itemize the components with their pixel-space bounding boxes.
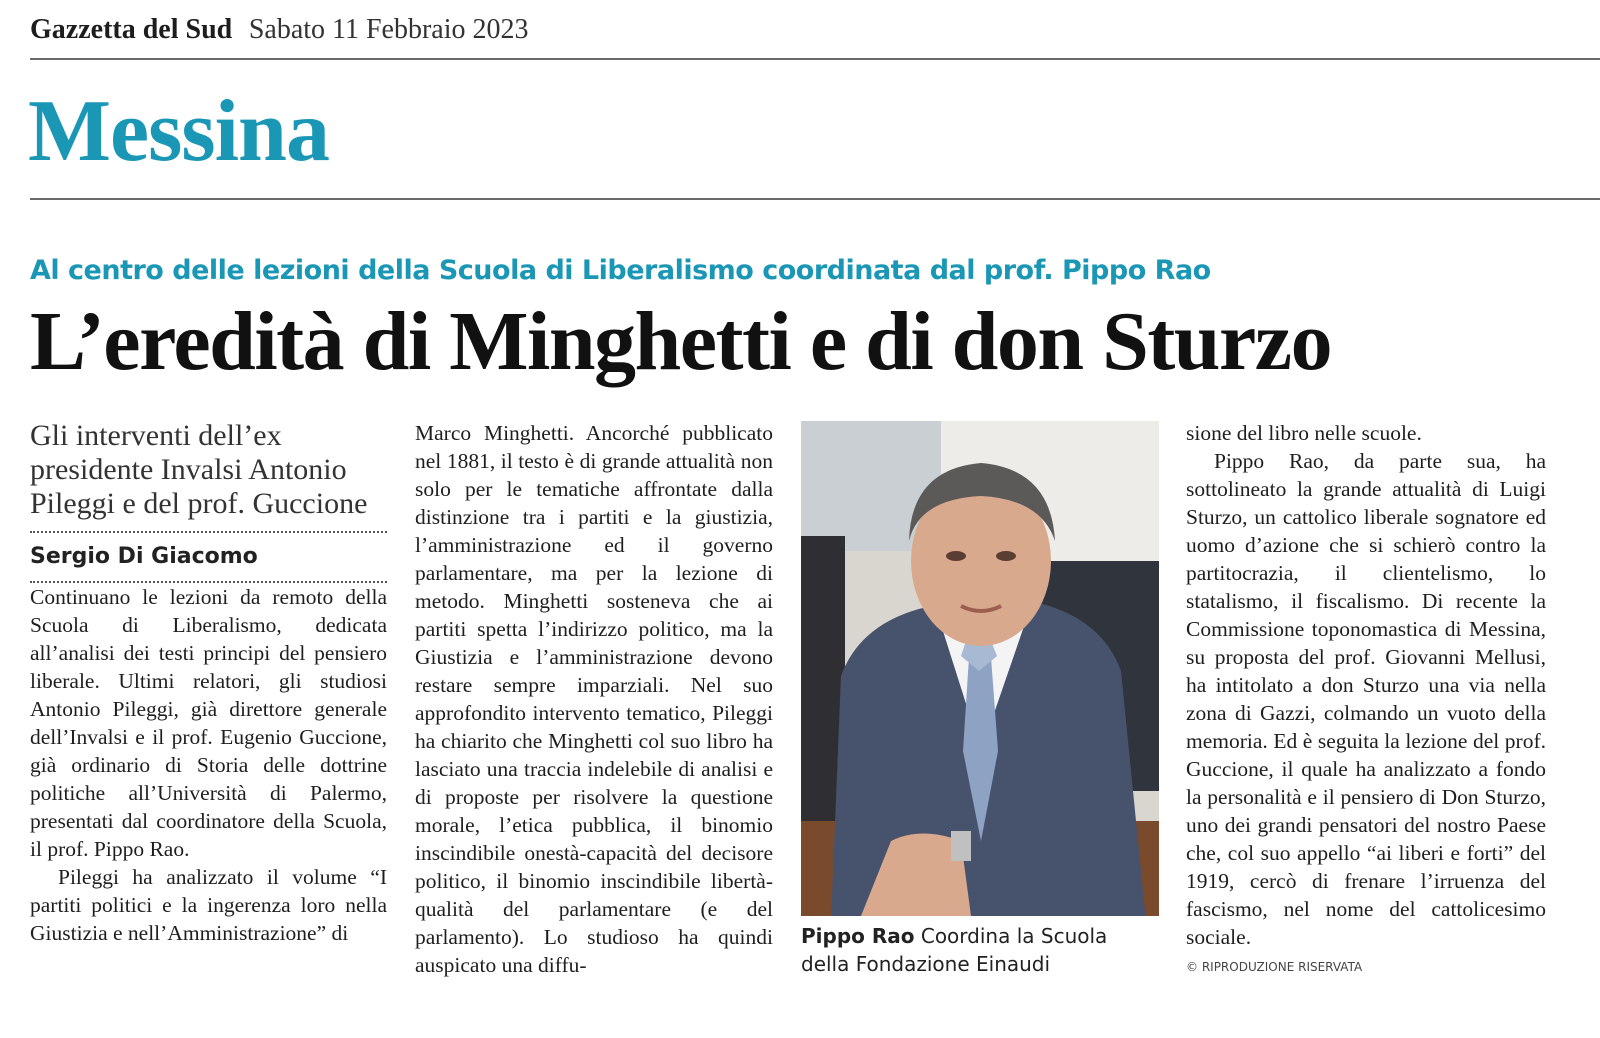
article-subhead: Gli interventi dell’ex presidente Invalsi Antonio Pileggi e del prof. Guccione [30,419,368,520]
copyright-notice: © RIPRODUZIONE RISERVATA [1186,960,1363,974]
caption-text: Coordina la Scuola della Fondazione Einaudi [801,924,1108,976]
article-headline: L’eredità di Minghetti e di don Sturzo [30,295,1332,388]
newspaper-name: Gazzetta del Sud [30,14,233,45]
section-title: Messina [28,83,329,180]
photo-caption [801,922,1161,978]
portrait-photo [801,421,1159,916]
article-kicker: Al centro delle lezioni della Scuola di Liberalismo coordinata dal prof. Pippo Rao [30,255,1211,286]
article-column-2 [415,419,773,979]
issue-date: Sabato 11 Febbraio 2023 [248,14,529,45]
body-paragraph: Pileggi ha analizzato il volume “I partiti politici e la ingerenza loro nella Giustizia e nell’Amministrazione” di [30,865,387,945]
top-rule [30,58,1600,60]
author-byline: Sergio Di Giacomo [30,544,258,569]
article-column-1 [30,419,387,947]
body-paragraph: sione del libro nelle scuole. [1186,421,1422,445]
section-rule [30,198,1600,200]
body-paragraph: Marco Minghetti. Ancorché pubblicato nel 1881, il testo è di grande attualità non solo per le tematiche affrontate dalla distinzione tra i partiti e la giustizia, l’amministrazione ed il governo parlamentare, ma per la lezione di metodo. Minghetti sosteneva che ai partiti spetta l’indirizzo politico, ma la Giustizia e l’amministrazione devono restare sempre imparziali. Nel suo approfondito intervento tematico, Pileggi ha chiarito che Minghetti col suo libro ha lasciato una traccia indelebile di analisi e di proposte per risolvere la questione morale, l’etica pubblica, il binomio inscindibile onestà-capacità del decisore politico, il binomio inscindibile libertà-qualità del parlamentare (e del parlamento). Lo studioso ha quindi auspicato una diffu- [415,421,773,977]
body-paragraph: Continuano le lezioni da remoto della Scuola di Liberalismo, dedicata all’analisi dei testi principi del pensiero liberale. Ultimi relatori, gli studiosi Antonio Pileggi, già direttore generale dell’Invalsi e il prof. Eugenio Guccione, già ordinario di Storia delle dottrine politiche all’Università di Palermo, presentati dal coordinatore della Scuola, il prof. Pippo Rao. [30,585,387,861]
article-column-3 [1186,419,1546,951]
body-paragraph: Pippo Rao, da parte sua, ha sottolineato la grande attualità di Luigi Sturzo, un cattolico liberale sognatore ed uomo d’azione che si schierò contro la partitocrazia, il clientelismo, lo statalismo, il fiscalismo. Di recente la Commissione toponomastica di Messina, su proposta del prof. Giovanni Mellusi, ha intitolato a don Sturzo una via nella zona di Gazzi, colmando un vuoto della memoria. Ed è seguita la lezione del prof. Guccione, il quale ha analizzato a fondo la personalità e il pensiero di Don Sturzo, uno dei grandi pensatori del nostro Paese che, col suo appello “ai liberi e forti” del 1919, cercò di frenare l’irruenza del fascismo, nel nome del cattolicesimo sociale. [1186,449,1546,949]
masthead [30,14,529,46]
caption-name: Pippo Rao [801,924,915,948]
